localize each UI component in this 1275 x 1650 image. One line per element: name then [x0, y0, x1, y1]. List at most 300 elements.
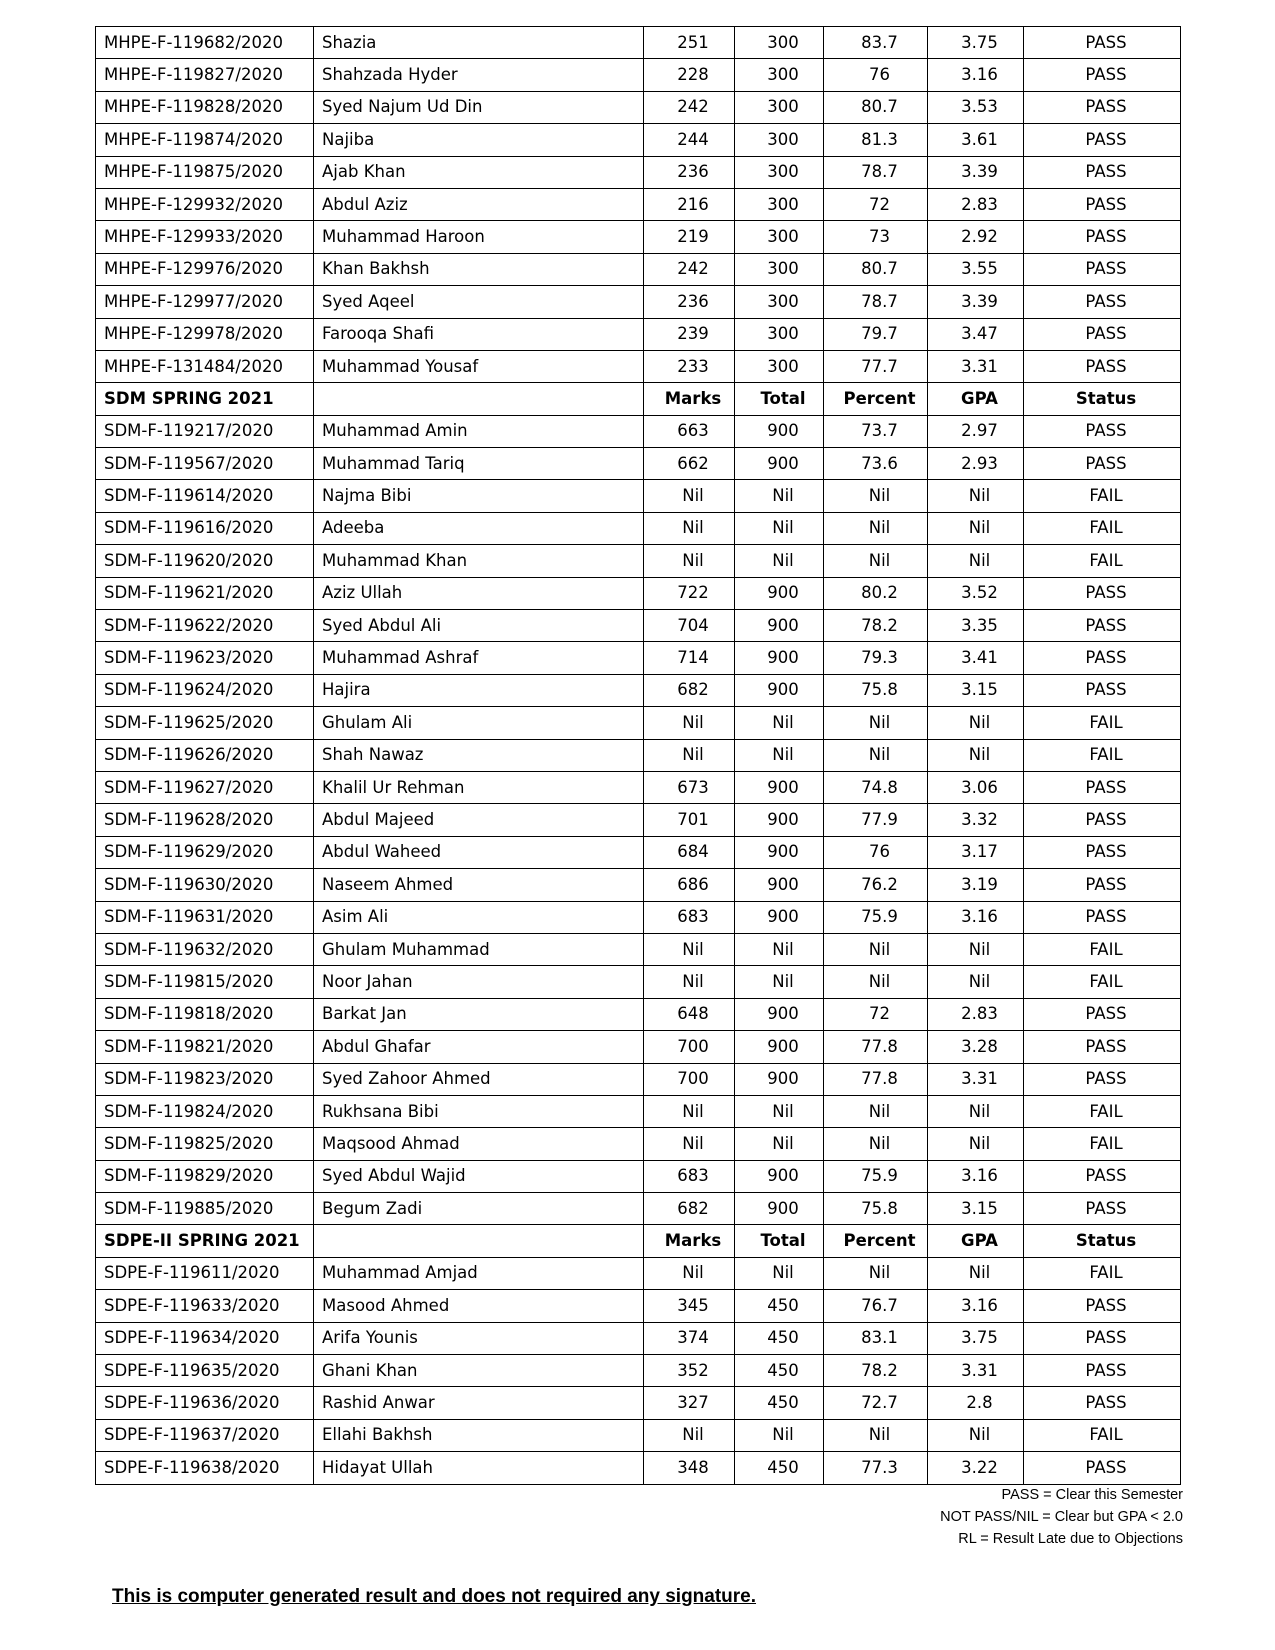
cell-status: PASS: [1024, 642, 1181, 674]
cell-registration: MHPE-F-129977/2020: [96, 286, 314, 318]
cell-total: 450: [735, 1355, 824, 1387]
table-row: [96, 1290, 1181, 1322]
cell-registration: MHPE-F-119874/2020: [96, 124, 314, 156]
cell-name: Najiba: [314, 124, 644, 156]
cell-marks: Nil: [644, 933, 735, 965]
cell-gpa: 3.16: [928, 901, 1024, 933]
table-row: [96, 1355, 1181, 1387]
cell-percent: 73: [824, 221, 928, 253]
cell-total: 900: [735, 415, 824, 447]
cell-name: Asim Ali: [314, 901, 644, 933]
cell-name: Rashid Anwar: [314, 1387, 644, 1419]
cell-total: 900: [735, 901, 824, 933]
cell-gpa: GPA: [928, 1225, 1024, 1257]
cell-registration: MHPE-F-119827/2020: [96, 59, 314, 91]
cell-percent: 80.2: [824, 577, 928, 609]
cell-name: Masood Ahmed: [314, 1290, 644, 1322]
cell-name: Maqsood Ahmad: [314, 1128, 644, 1160]
cell-total: 300: [735, 124, 824, 156]
cell-status: Status: [1024, 383, 1181, 415]
table-row: [96, 1193, 1181, 1225]
cell-registration: SDM-F-119621/2020: [96, 577, 314, 609]
cell-gpa: 3.75: [928, 27, 1024, 59]
cell-gpa: 2.97: [928, 415, 1024, 447]
cell-status: FAIL: [1024, 512, 1181, 544]
cell-marks: Marks: [644, 383, 735, 415]
cell-registration: SDM-F-119626/2020: [96, 739, 314, 771]
cell-gpa: 3.75: [928, 1322, 1024, 1354]
table-row: [96, 610, 1181, 642]
cell-name: [314, 383, 644, 415]
cell-status: PASS: [1024, 998, 1181, 1030]
cell-gpa: 3.41: [928, 642, 1024, 674]
cell-total: 300: [735, 350, 824, 382]
cell-status: PASS: [1024, 188, 1181, 220]
cell-status: PASS: [1024, 253, 1181, 285]
cell-marks: 704: [644, 610, 735, 642]
cell-name: Begum Zadi: [314, 1193, 644, 1225]
cell-registration: SDM-F-119627/2020: [96, 771, 314, 803]
table-row: [96, 318, 1181, 350]
cell-percent: 79.7: [824, 318, 928, 350]
cell-status: PASS: [1024, 1290, 1181, 1322]
cell-percent: 72.7: [824, 1387, 928, 1419]
cell-status: FAIL: [1024, 707, 1181, 739]
cell-marks: 345: [644, 1290, 735, 1322]
cell-marks: 228: [644, 59, 735, 91]
cell-total: 300: [735, 156, 824, 188]
cell-total: Total: [735, 383, 824, 415]
cell-name: Arifa Younis: [314, 1322, 644, 1354]
cell-name: Farooqa Shafi: [314, 318, 644, 350]
cell-name: Najma Bibi: [314, 480, 644, 512]
cell-status: FAIL: [1024, 1128, 1181, 1160]
cell-percent: Nil: [824, 1128, 928, 1160]
cell-marks: 242: [644, 91, 735, 123]
cell-gpa: Nil: [928, 1095, 1024, 1127]
cell-percent: 76: [824, 836, 928, 868]
cell-name: Abdul Waheed: [314, 836, 644, 868]
cell-marks: Nil: [644, 545, 735, 577]
cell-registration: SDM-F-119623/2020: [96, 642, 314, 674]
cell-name: Adeeba: [314, 512, 644, 544]
cell-percent: Nil: [824, 707, 928, 739]
cell-marks: 216: [644, 188, 735, 220]
table-row: [96, 27, 1181, 59]
cell-percent: 75.9: [824, 1160, 928, 1192]
cell-marks: 714: [644, 642, 735, 674]
cell-gpa: 3.55: [928, 253, 1024, 285]
cell-percent: Nil: [824, 1095, 928, 1127]
cell-gpa: 2.83: [928, 998, 1024, 1030]
cell-percent: 72: [824, 188, 928, 220]
table-row: [96, 188, 1181, 220]
cell-status: PASS: [1024, 804, 1181, 836]
cell-name: Syed Abdul Wajid: [314, 1160, 644, 1192]
cell-marks: 219: [644, 221, 735, 253]
cell-marks: Nil: [644, 1095, 735, 1127]
cell-status: PASS: [1024, 27, 1181, 59]
cell-marks: 236: [644, 156, 735, 188]
cell-percent: 73.6: [824, 448, 928, 480]
cell-marks: Nil: [644, 512, 735, 544]
cell-percent: 78.7: [824, 156, 928, 188]
cell-registration: SDM-F-119614/2020: [96, 480, 314, 512]
table-row: [96, 448, 1181, 480]
cell-total: 900: [735, 674, 824, 706]
cell-status: PASS: [1024, 836, 1181, 868]
cell-total: Total: [735, 1225, 824, 1257]
cell-marks: Marks: [644, 1225, 735, 1257]
cell-gpa: 3.19: [928, 869, 1024, 901]
cell-gpa: 3.53: [928, 91, 1024, 123]
cell-gpa: 3.61: [928, 124, 1024, 156]
cell-name: Hajira: [314, 674, 644, 706]
table-row: [96, 253, 1181, 285]
cell-status: PASS: [1024, 59, 1181, 91]
cell-percent: 76.7: [824, 1290, 928, 1322]
cell-name: Ghani Khan: [314, 1355, 644, 1387]
cell-name: Khalil Ur Rehman: [314, 771, 644, 803]
cell-name: Khan Bakhsh: [314, 253, 644, 285]
table-row: [96, 1063, 1181, 1095]
table-row: [96, 1322, 1181, 1354]
cell-gpa: 3.16: [928, 1160, 1024, 1192]
table-row: [96, 869, 1181, 901]
cell-gpa: Nil: [928, 966, 1024, 998]
table-row: [96, 933, 1181, 965]
cell-percent: Percent: [824, 1225, 928, 1257]
cell-gpa: 3.47: [928, 318, 1024, 350]
cell-status: PASS: [1024, 350, 1181, 382]
cell-marks: 327: [644, 1387, 735, 1419]
cell-total: 900: [735, 1031, 824, 1063]
cell-name: Ghulam Muhammad: [314, 933, 644, 965]
cell-gpa: Nil: [928, 1419, 1024, 1451]
legend-line-rl: RL = Result Late due to Objections: [958, 1531, 1183, 1548]
cell-name: Abdul Ghafar: [314, 1031, 644, 1063]
cell-percent: 77.8: [824, 1063, 928, 1095]
table-row: [96, 59, 1181, 91]
cell-marks: 233: [644, 350, 735, 382]
cell-total: Nil: [735, 707, 824, 739]
cell-marks: 648: [644, 998, 735, 1030]
cell-name: Muhammad Tariq: [314, 448, 644, 480]
table-row: [96, 998, 1181, 1030]
cell-status: FAIL: [1024, 480, 1181, 512]
cell-marks: 701: [644, 804, 735, 836]
cell-marks: 682: [644, 1193, 735, 1225]
cell-gpa: 3.31: [928, 1063, 1024, 1095]
table-row: [96, 415, 1181, 447]
cell-percent: 75.8: [824, 1193, 928, 1225]
legend-line-pass: PASS = Clear this Semester: [1001, 1487, 1183, 1503]
cell-name: Shahzada Hyder: [314, 59, 644, 91]
section-header-row: [96, 1225, 1181, 1257]
cell-total: 900: [735, 577, 824, 609]
cell-marks: 673: [644, 771, 735, 803]
cell-status: PASS: [1024, 318, 1181, 350]
table-row: [96, 642, 1181, 674]
cell-total: 450: [735, 1290, 824, 1322]
cell-registration: SDM-F-119821/2020: [96, 1031, 314, 1063]
cell-percent: 80.7: [824, 253, 928, 285]
cell-registration: SDPE-F-119637/2020: [96, 1419, 314, 1451]
table-row: [96, 1419, 1181, 1451]
table-row: [96, 480, 1181, 512]
cell-registration: SDM-F-119567/2020: [96, 448, 314, 480]
cell-total: 300: [735, 221, 824, 253]
table-row: [96, 545, 1181, 577]
cell-total: 900: [735, 448, 824, 480]
cell-gpa: Nil: [928, 480, 1024, 512]
cell-total: Nil: [735, 545, 824, 577]
legend-line-notpass: NOT PASS/NIL = Clear but GPA < 2.0: [940, 1509, 1183, 1526]
cell-marks: Nil: [644, 707, 735, 739]
cell-registration: SDM-F-119824/2020: [96, 1095, 314, 1127]
table-row: [96, 771, 1181, 803]
cell-status: PASS: [1024, 1193, 1181, 1225]
cell-percent: 75.9: [824, 901, 928, 933]
cell-marks: 242: [644, 253, 735, 285]
cell-percent: 77.7: [824, 350, 928, 382]
cell-status: PASS: [1024, 1322, 1181, 1354]
cell-percent: 79.3: [824, 642, 928, 674]
cell-marks: Nil: [644, 1419, 735, 1451]
cell-registration: MHPE-F-119875/2020: [96, 156, 314, 188]
cell-percent: 83.1: [824, 1322, 928, 1354]
cell-registration: SDM-F-119616/2020: [96, 512, 314, 544]
cell-marks: Nil: [644, 1257, 735, 1289]
cell-name: Barkat Jan: [314, 998, 644, 1030]
cell-marks: 683: [644, 1160, 735, 1192]
cell-marks: 348: [644, 1452, 735, 1484]
cell-marks: 236: [644, 286, 735, 318]
cell-percent: 78.7: [824, 286, 928, 318]
cell-total: 300: [735, 27, 824, 59]
table-row: [96, 91, 1181, 123]
cell-name: Syed Abdul Ali: [314, 610, 644, 642]
cell-status: PASS: [1024, 415, 1181, 447]
cell-total: 450: [735, 1387, 824, 1419]
cell-name: Muhammad Haroon: [314, 221, 644, 253]
cell-percent: Nil: [824, 933, 928, 965]
table-row: [96, 674, 1181, 706]
cell-gpa: 3.16: [928, 1290, 1024, 1322]
cell-marks: 244: [644, 124, 735, 156]
legend-block: [940, 1484, 1183, 1550]
cell-gpa: 2.92: [928, 221, 1024, 253]
table-row: [96, 1387, 1181, 1419]
cell-total: 450: [735, 1452, 824, 1484]
cell-percent: 81.3: [824, 124, 928, 156]
cell-registration: SDM-F-119217/2020: [96, 415, 314, 447]
cell-marks: Nil: [644, 480, 735, 512]
cell-registration: SDM-F-119628/2020: [96, 804, 314, 836]
cell-gpa: Nil: [928, 545, 1024, 577]
cell-gpa: Nil: [928, 512, 1024, 544]
cell-marks: 663: [644, 415, 735, 447]
cell-marks: 683: [644, 901, 735, 933]
cell-marks: 686: [644, 869, 735, 901]
cell-registration: SDM-F-119829/2020: [96, 1160, 314, 1192]
cell-total: 300: [735, 253, 824, 285]
cell-status: PASS: [1024, 91, 1181, 123]
cell-registration: SDM-F-119620/2020: [96, 545, 314, 577]
table-row: [96, 966, 1181, 998]
cell-marks: 700: [644, 1031, 735, 1063]
table-row: [96, 707, 1181, 739]
cell-total: 900: [735, 642, 824, 674]
cell-name: Abdul Majeed: [314, 804, 644, 836]
cell-gpa: Nil: [928, 1128, 1024, 1160]
cell-registration: MHPE-F-129933/2020: [96, 221, 314, 253]
cell-total: 450: [735, 1322, 824, 1354]
cell-registration: SDPE-F-119636/2020: [96, 1387, 314, 1419]
cell-total: 900: [735, 1193, 824, 1225]
cell-total: 900: [735, 998, 824, 1030]
cell-percent: Nil: [824, 1257, 928, 1289]
cell-total: 900: [735, 836, 824, 868]
cell-name: Hidayat Ullah: [314, 1452, 644, 1484]
cell-percent: Percent: [824, 383, 928, 415]
cell-total: Nil: [735, 739, 824, 771]
cell-percent: 78.2: [824, 610, 928, 642]
cell-marks: 374: [644, 1322, 735, 1354]
cell-registration: SDPE-II SPRING 2021: [96, 1225, 314, 1257]
cell-name: Shah Nawaz: [314, 739, 644, 771]
cell-name: Syed Najum Ud Din: [314, 91, 644, 123]
cell-registration: MHPE-F-131484/2020: [96, 350, 314, 382]
cell-gpa: 3.22: [928, 1452, 1024, 1484]
cell-registration: SDM-F-119632/2020: [96, 933, 314, 965]
table-row: [96, 577, 1181, 609]
cell-registration: SDM SPRING 2021: [96, 383, 314, 415]
cell-status: PASS: [1024, 156, 1181, 188]
cell-registration: SDM-F-119624/2020: [96, 674, 314, 706]
table-row: [96, 221, 1181, 253]
cell-gpa: 3.15: [928, 674, 1024, 706]
table-row: [96, 512, 1181, 544]
cell-percent: 76: [824, 59, 928, 91]
cell-registration: MHPE-F-129932/2020: [96, 188, 314, 220]
cell-marks: 352: [644, 1355, 735, 1387]
cell-gpa: 3.17: [928, 836, 1024, 868]
cell-status: PASS: [1024, 771, 1181, 803]
table-row: [96, 739, 1181, 771]
cell-total: 900: [735, 804, 824, 836]
cell-name: Syed Aqeel: [314, 286, 644, 318]
cell-name: Muhammad Amjad: [314, 1257, 644, 1289]
cell-marks: Nil: [644, 739, 735, 771]
cell-status: PASS: [1024, 221, 1181, 253]
cell-marks: 684: [644, 836, 735, 868]
cell-status: PASS: [1024, 577, 1181, 609]
cell-total: 900: [735, 869, 824, 901]
cell-total: 900: [735, 771, 824, 803]
cell-gpa: 3.31: [928, 350, 1024, 382]
cell-percent: 80.7: [824, 91, 928, 123]
cell-total: Nil: [735, 512, 824, 544]
cell-percent: 77.3: [824, 1452, 928, 1484]
cell-name: Ghulam Ali: [314, 707, 644, 739]
cell-registration: SDM-F-119885/2020: [96, 1193, 314, 1225]
cell-gpa: Nil: [928, 933, 1024, 965]
cell-percent: Nil: [824, 739, 928, 771]
cell-status: PASS: [1024, 1355, 1181, 1387]
cell-registration: MHPE-F-119828/2020: [96, 91, 314, 123]
cell-total: Nil: [735, 1095, 824, 1127]
cell-status: PASS: [1024, 1160, 1181, 1192]
cell-gpa: 3.15: [928, 1193, 1024, 1225]
cell-name: Shazia: [314, 27, 644, 59]
cell-status: PASS: [1024, 610, 1181, 642]
cell-gpa: Nil: [928, 1257, 1024, 1289]
cell-status: PASS: [1024, 1452, 1181, 1484]
cell-status: FAIL: [1024, 966, 1181, 998]
cell-name: Abdul Aziz: [314, 188, 644, 220]
cell-registration: SDM-F-119815/2020: [96, 966, 314, 998]
cell-percent: 74.8: [824, 771, 928, 803]
cell-percent: 75.8: [824, 674, 928, 706]
results-table-body: [96, 27, 1181, 1485]
cell-status: FAIL: [1024, 1419, 1181, 1451]
cell-registration: SDPE-F-119638/2020: [96, 1452, 314, 1484]
cell-marks: Nil: [644, 966, 735, 998]
cell-marks: 251: [644, 27, 735, 59]
cell-percent: 72: [824, 998, 928, 1030]
table-row: [96, 901, 1181, 933]
cell-registration: SDM-F-119622/2020: [96, 610, 314, 642]
cell-registration: SDM-F-119818/2020: [96, 998, 314, 1030]
cell-gpa: 3.39: [928, 286, 1024, 318]
table-row: [96, 124, 1181, 156]
cell-total: Nil: [735, 480, 824, 512]
cell-gpa: 3.39: [928, 156, 1024, 188]
cell-marks: 682: [644, 674, 735, 706]
cell-total: Nil: [735, 1257, 824, 1289]
cell-status: FAIL: [1024, 739, 1181, 771]
cell-registration: MHPE-F-129976/2020: [96, 253, 314, 285]
cell-registration: MHPE-F-129978/2020: [96, 318, 314, 350]
cell-total: 300: [735, 59, 824, 91]
cell-percent: Nil: [824, 966, 928, 998]
table-row: [96, 1095, 1181, 1127]
cell-total: 300: [735, 318, 824, 350]
section-header-row: [96, 383, 1181, 415]
cell-gpa: 2.83: [928, 188, 1024, 220]
cell-registration: SDM-F-119629/2020: [96, 836, 314, 868]
cell-percent: 78.2: [824, 1355, 928, 1387]
footer-statement: This is computer generated result and does not required any signature.: [112, 1586, 757, 1607]
cell-gpa: Nil: [928, 707, 1024, 739]
cell-name: Aziz Ullah: [314, 577, 644, 609]
table-row: [96, 350, 1181, 382]
results-table: [95, 26, 1181, 1485]
table-row: [96, 156, 1181, 188]
cell-gpa: 3.16: [928, 59, 1024, 91]
cell-status: PASS: [1024, 448, 1181, 480]
cell-name: Muhammad Khan: [314, 545, 644, 577]
cell-gpa: 3.06: [928, 771, 1024, 803]
cell-gpa: Nil: [928, 739, 1024, 771]
cell-gpa: 2.93: [928, 448, 1024, 480]
cell-status: FAIL: [1024, 1257, 1181, 1289]
cell-status: FAIL: [1024, 933, 1181, 965]
cell-gpa: 3.32: [928, 804, 1024, 836]
cell-registration: SDPE-F-119634/2020: [96, 1322, 314, 1354]
table-row: [96, 804, 1181, 836]
